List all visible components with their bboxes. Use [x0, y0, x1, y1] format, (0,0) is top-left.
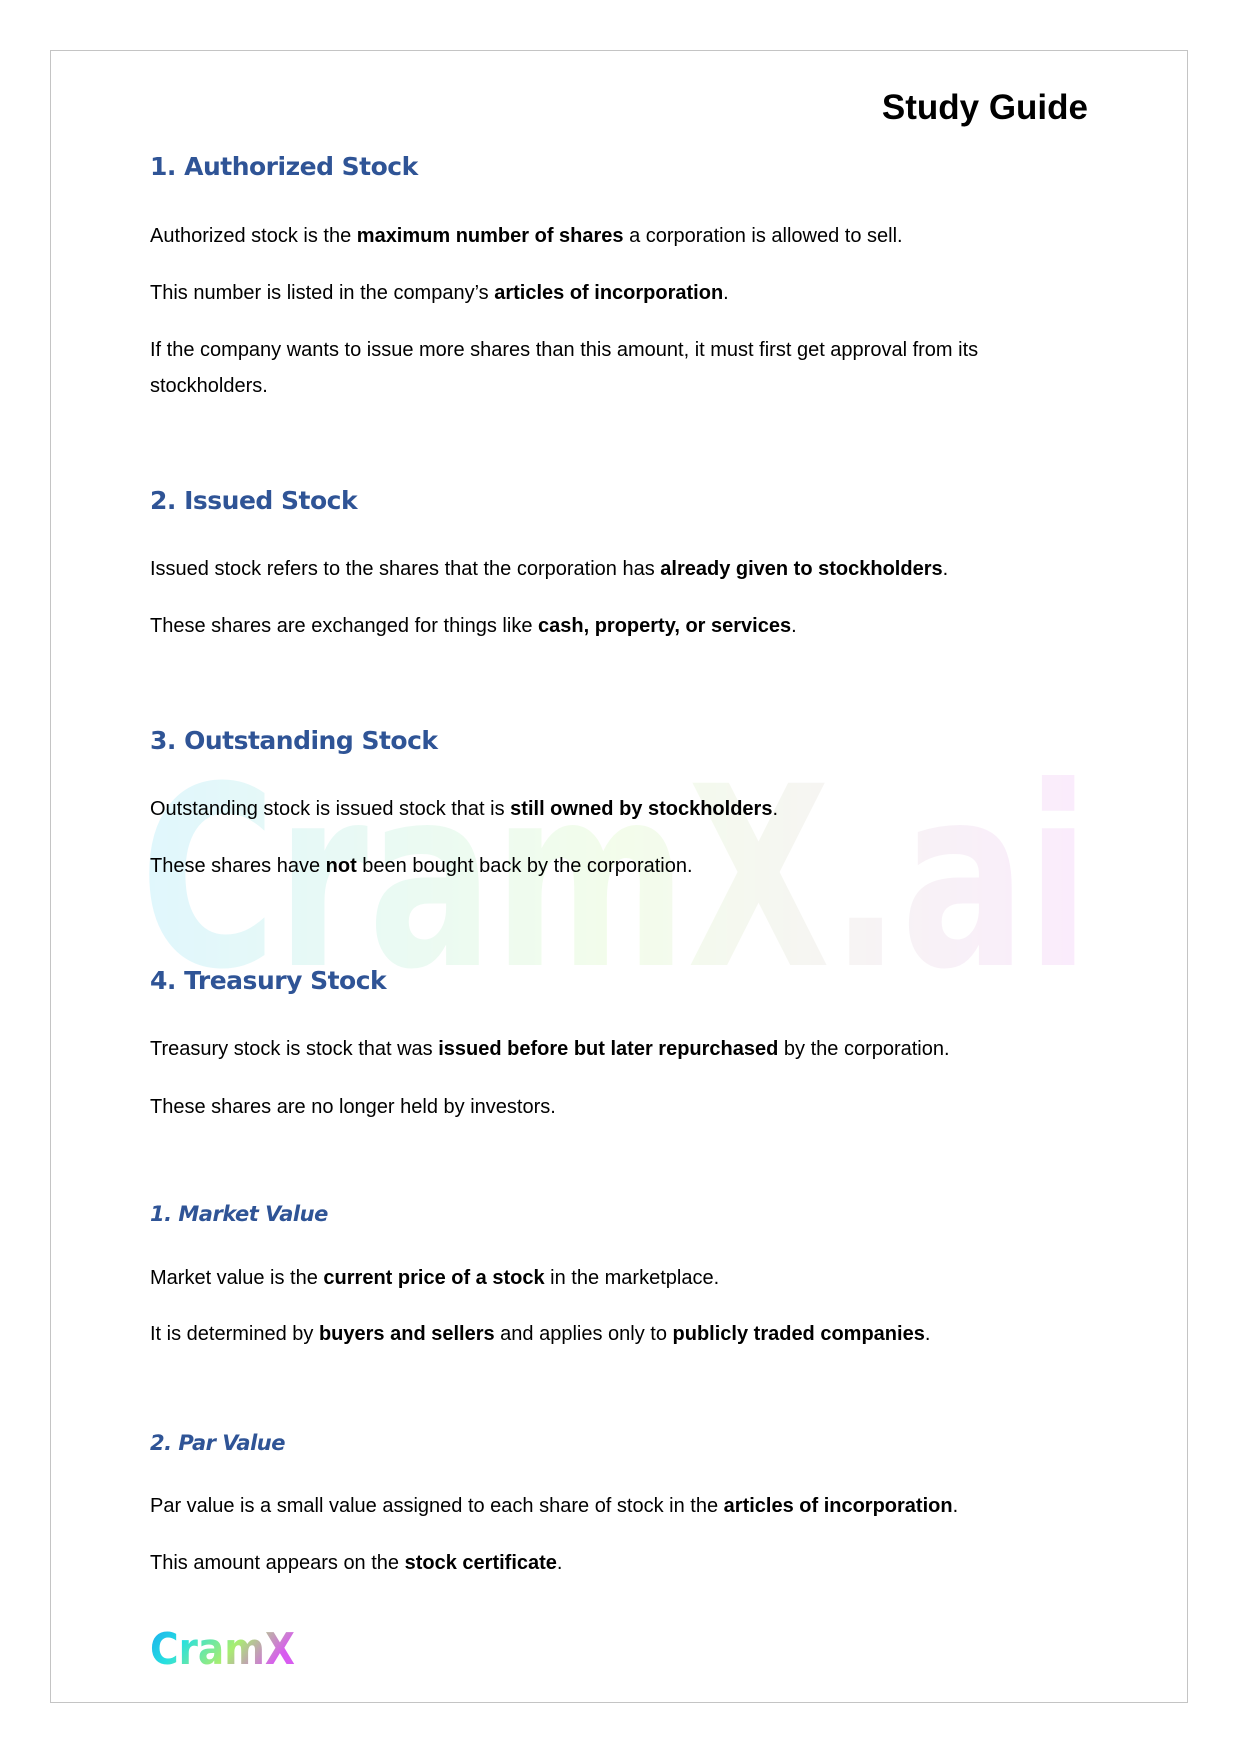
paragraph: Market value is the current price of a stock in the marketplace. [150, 1267, 720, 1289]
section-heading: 1. Authorized Stock [150, 152, 418, 181]
paragraph: Treasury stock is stock that was issued before but later repurchased by the corporation. [150, 1038, 950, 1060]
paragraph: These shares have not been bought back by the corporation. [150, 855, 693, 877]
svg-text:CramX: CramX [150, 1624, 296, 1672]
section-heading: 3. Outstanding Stock [150, 726, 438, 755]
paragraph: These shares are no longer held by investors. [150, 1096, 556, 1118]
paragraph: It is determined by buyers and sellers and applies only to publicly traded companies. [150, 1323, 931, 1345]
paragraph: If the company wants to issue more shares than this amount, it must first get approval from its [150, 339, 979, 361]
svg-text:CramX.ai: CramX.ai [140, 755, 1090, 1005]
paragraph: Issued stock refers to the shares that the corporation has already given to stockholders. [150, 558, 949, 580]
subsection-heading: 1. Market Value [150, 1202, 328, 1226]
paragraph: This amount appears on the stock certificate. [150, 1552, 563, 1574]
paragraph: Par value is a small value assigned to each share of stock in the articles of incorporation. [150, 1495, 959, 1517]
page-title: Study Guide [881, 88, 1088, 127]
paragraph: stockholders. [150, 375, 268, 397]
paragraph: Authorized stock is the maximum number of shares a corporation is allowed to sell. [150, 225, 903, 247]
cramx-logo [148, 1618, 298, 1672]
section-heading: 2. Issued Stock [150, 486, 358, 515]
section-heading: 4. Treasury Stock [150, 966, 387, 995]
paragraph: Outstanding stock is issued stock that is still owned by stockholders. [150, 798, 779, 820]
paragraph: These shares are exchanged for things like cash, property, or services. [150, 615, 797, 637]
subsection-heading: 2. Par Value [150, 1431, 285, 1455]
paragraph: This number is listed in the company’s articles of incorporation. [150, 282, 729, 304]
